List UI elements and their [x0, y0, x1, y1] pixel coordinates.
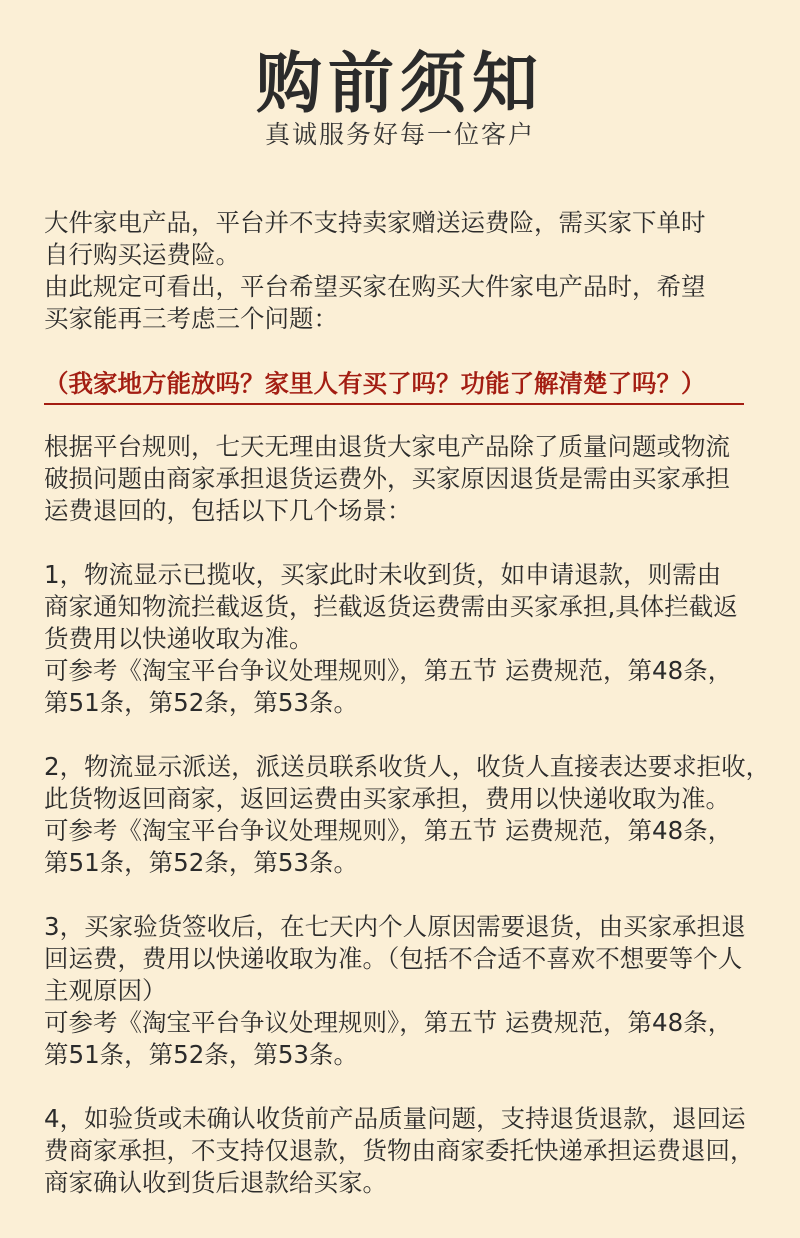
rule-item-1-reference: 可参考《淘宝平台争议处理规则》，第五节 运费规范，第48条， 第51条，第52条，第53条。 [44, 656, 733, 717]
spacer [44, 527, 774, 559]
rule-item-3: 3，买家验货签收后，在七天内个人原因需要退货，由买家承担退 回运费，费用以快递收取为准。（包括不合适不喜欢不想要等个人 主观原因） [44, 912, 746, 1005]
rules-intro-paragraph: 根据平台规则，七天无理由退货大家电产品除了质量问题或物流 破损问题由商家承担退货运费外，买家原因退货是需由买家承担 运费退回的，包括以下几个场景： [44, 432, 730, 525]
rule-item-1: 1，物流显示已揽收，买家此时未收到货，如申请退款，则需由 商家通知物流拦截返货，拦截返货运费需由买家承担,具体拦截返 货费用以快递收取为准。 [44, 560, 738, 653]
spacer [44, 335, 774, 367]
highlight-underline [44, 403, 744, 405]
rule-item-3-reference: 可参考《淘宝平台争议处理规则》，第五节 运费规范，第48条， 第51条，第52条，第53条。 [44, 1008, 733, 1069]
page-title: 购前须知 [256, 45, 544, 122]
page-subtitle: 真诚服务好每一位客户 [264, 120, 535, 149]
intro-paragraph-2: 由此规定可看出，平台希望买家在购买大件家电产品时，希望 买家能再三考虑三个问题： [44, 272, 706, 333]
rule-item-4: 4，如验货或未确认收货前产品质量问题，支持退货退款，退回运 费商家承担，不支持仅退款，货物由商家委托快递承担运费退回， 商家确认收到货后退款给买家。 [44, 1104, 755, 1197]
spacer [44, 411, 774, 431]
spacer [44, 879, 774, 911]
rule-item-2: 2，物流显示派送，派送员联系收货人，收货人直接表达要求拒收， 此货物返回商家，返回运费由买家承担，费用以快递收取为准。 [44, 752, 771, 813]
notice-content [44, 207, 774, 1199]
rule-item-2-reference: 可参考《淘宝平台争议处理规则》，第五节 运费规范，第48条， 第51条，第52条，第53条。 [44, 816, 733, 877]
spacer [44, 1071, 774, 1103]
intro-paragraph-1: 大件家电产品，平台并不支持卖家赠送运费险，需买家下单时 自行购买运费险。 [44, 208, 706, 269]
highlight-block [44, 367, 774, 411]
spacer [44, 719, 774, 751]
highlight-questions: （我家地方能放吗？家里人有买了吗？功能了解清楚了吗？） [44, 369, 706, 398]
